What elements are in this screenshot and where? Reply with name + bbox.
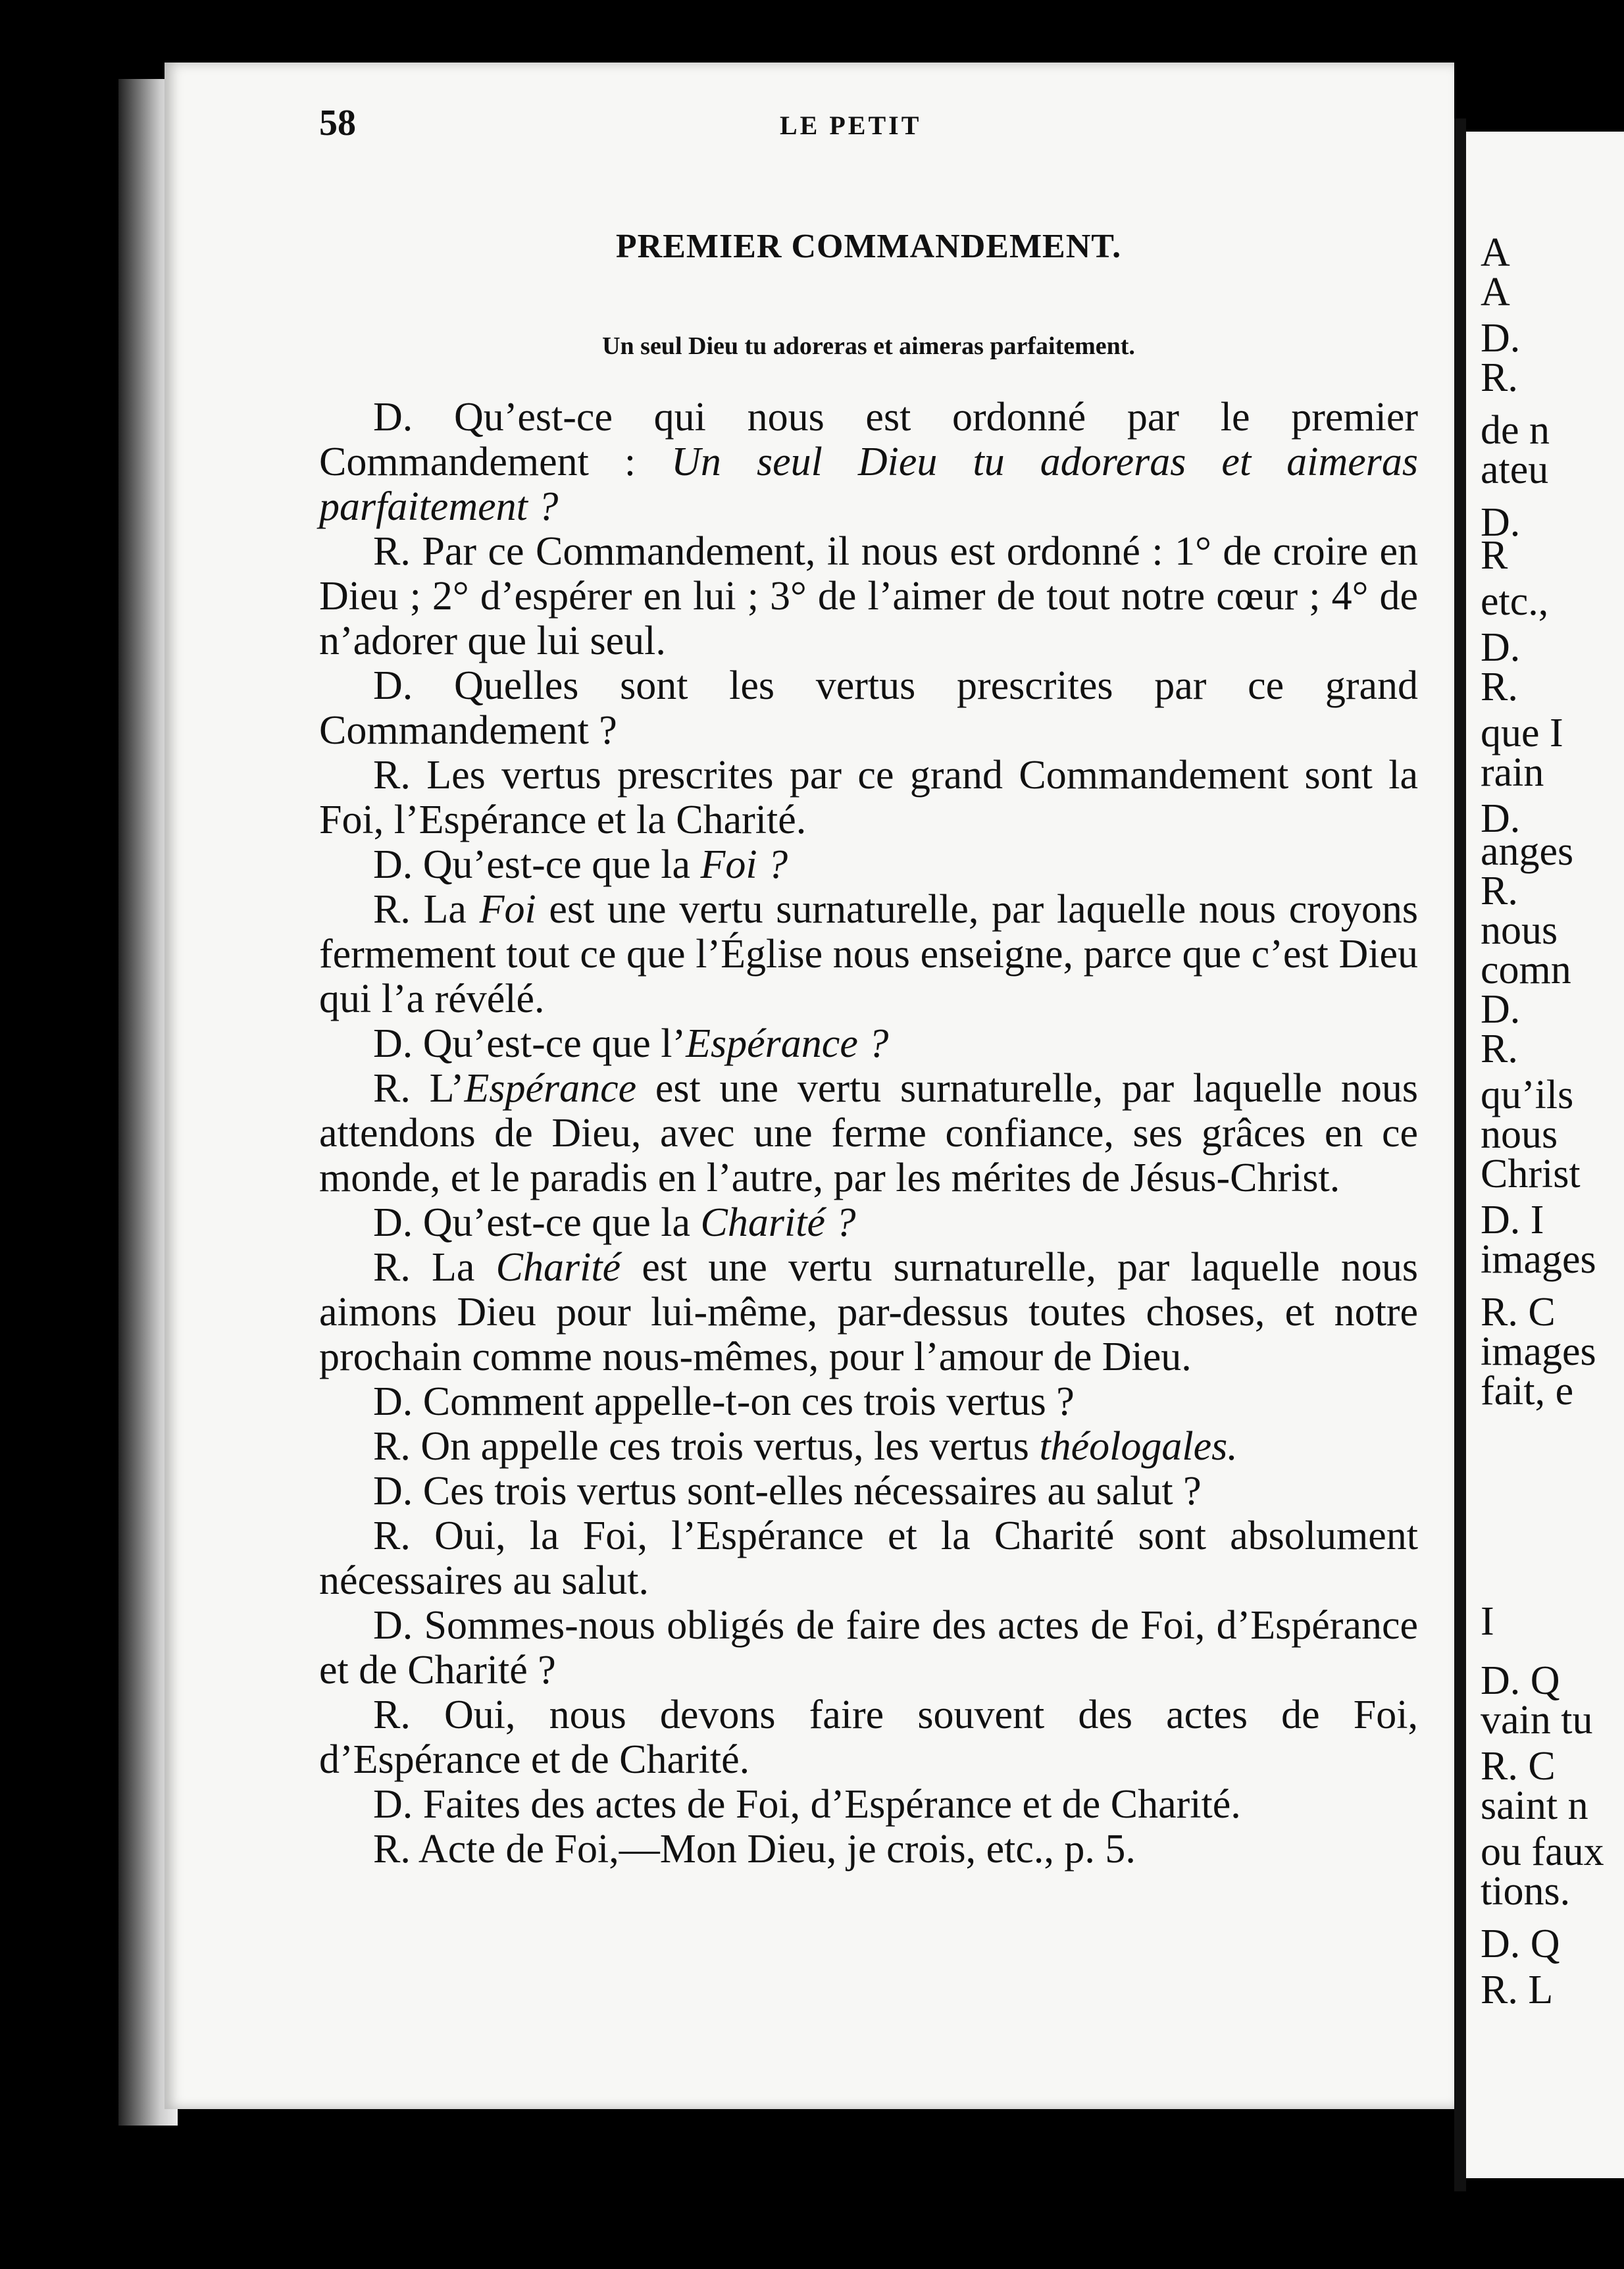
right-page-fragment-line: D. I: [1481, 1198, 1544, 1242]
question-1: D. Qu’est-ce qui nous est ordonné par le premier Commandement : Un seul Dieu tu adoreras et aimeras parfaitement ?: [319, 395, 1418, 529]
right-page-fragment-line: que I: [1481, 711, 1563, 755]
right-page-fragment-line: R: [1481, 533, 1508, 578]
right-page-fragment-line: qu’ils: [1481, 1073, 1574, 1117]
page-number: 58: [319, 103, 356, 143]
question-6: D. Comment appelle-t-on ces trois vertus ?: [373, 1379, 1075, 1424]
question-5: D. Qu’est-ce que la Charité ?: [373, 1200, 856, 1245]
right-page-fragment-line: D.: [1481, 625, 1521, 670]
right-page-fragment-line: D.: [1481, 987, 1521, 1032]
right-page-fragment-line: D.: [1481, 796, 1521, 841]
right-page-fragment-line: de n: [1481, 408, 1550, 453]
right-page-fragment: [1466, 132, 1624, 2178]
right-page-fragment-line: R. L: [1481, 1968, 1554, 2012]
right-page-fragment-line: images: [1481, 1237, 1596, 1282]
right-page-fragment-line: R. C: [1481, 1744, 1556, 1789]
right-page-fragment-line: rain: [1481, 750, 1544, 795]
question-4: D. Qu’est-ce que l’Espérance ?: [373, 1021, 889, 1066]
answer-4: R. L’Espérance est une vertu surnaturelle, par laquelle nous attendons de Dieu, avec une ferme confiance, ses grâces en ce monde, et le paradis en l’autre, par les mérites de Jésus-Christ.: [319, 1066, 1418, 1200]
chapter-subtitle: Un seul Dieu tu adoreras et aimeras parfaitement.: [602, 332, 1135, 360]
right-page-fragment-line: R.: [1481, 1027, 1518, 1071]
right-page-fragment-line: Christ: [1481, 1152, 1581, 1196]
right-page-fragment-line: ou faux: [1481, 1829, 1604, 1874]
right-page-fragment-line: D. Q: [1481, 1922, 1560, 1966]
right-page-fragment-line: D. Q: [1481, 1658, 1560, 1703]
right-page-fragment-line: D.: [1481, 500, 1521, 545]
question-7: D. Ces trois vertus sont-elles nécessaires au salut ?: [373, 1469, 1202, 1514]
right-page-fragment-line: nous: [1481, 908, 1558, 953]
running-head: [319, 102, 1418, 161]
answer-3: R. La Foi est une vertu surnaturelle, par laquelle nous croyons fermement tout ce que l’Église nous enseigne, parce que c’est Dieu qui l’a révélé.: [319, 887, 1418, 1021]
right-page-fragment-line: etc.,: [1481, 579, 1549, 624]
right-page-fragment-line: R.: [1481, 869, 1518, 913]
right-page-fragment-line: tions.: [1481, 1869, 1571, 1914]
right-page-fragment-line: ateu: [1481, 447, 1549, 492]
catechism-text: [319, 395, 1418, 1872]
left-page: [165, 63, 1454, 2109]
right-page-fragment-line: A: [1481, 230, 1510, 275]
right-page-fragment-line: comn: [1481, 948, 1571, 992]
answer-9: R. Acte de Foi,—Mon Dieu, je crois, etc., p. 5.: [373, 1827, 1136, 1872]
answer-5: R. La Charité est une vertu surnaturelle, par laquelle nous aimons Dieu pour lui-même, par-dessus toutes choses, et notre prochain comme nous-mêmes, pour l’amour de Dieu.: [319, 1245, 1418, 1379]
page-gutter: [1454, 118, 1466, 2191]
answer-6: R. On appelle ces trois vertus, les vertus théologales.: [373, 1424, 1238, 1469]
answer-7: R. Oui, la Foi, l’Espérance et la Charité sont absolument nécessaires au salut.: [319, 1514, 1418, 1603]
right-page-fragment-line: D.: [1481, 316, 1521, 361]
answer-1: R. Par ce Commandement, il nous est ordonné : 1° de croire en Dieu ; 2° d’espérer en lui ; 3° de l’aimer de tout notre cœur ; 4° de n’adorer que lui seul.: [319, 529, 1418, 663]
question-8: D. Sommes-nous obligés de faire des actes de Foi, d’Espérance et de Charité ?: [319, 1603, 1418, 1693]
question-2: D. Quelles sont les vertus prescrites par ce grand Commandement ?: [319, 663, 1418, 753]
right-page-fragment-line: fait, e: [1481, 1369, 1574, 1414]
right-page-fragment-line: vain tu: [1481, 1698, 1593, 1743]
right-page-fragment-line: R.: [1481, 355, 1518, 400]
right-page-fragment-line: A: [1481, 270, 1510, 315]
right-page-fragment-line: anges: [1481, 829, 1574, 874]
question-3: D. Qu’est-ce que la Foi ?: [373, 842, 788, 887]
right-page-fragment-line: I: [1481, 1599, 1494, 1644]
answer-8: R. Oui, nous devons faire souvent des actes de Foi, d’Espérance et de Charité.: [319, 1693, 1418, 1782]
right-page-fragment-line: R.: [1481, 665, 1518, 709]
chapter-title: PREMIER COMMANDEMENT.: [615, 228, 1122, 265]
page-content: [319, 102, 1418, 1872]
answer-2: R. Les vertus prescrites par ce grand Commandement sont la Foi, l’Espérance et la Charité.: [319, 753, 1418, 842]
right-page-fragment-line: images: [1481, 1329, 1596, 1374]
right-page-fragment-line: saint n: [1481, 1783, 1588, 1828]
running-head-title: LE PETIT: [780, 111, 922, 140]
right-page-fragment-line: nous: [1481, 1112, 1558, 1157]
question-9: D. Faites des actes de Foi, d’Espérance et de Charité.: [373, 1782, 1241, 1827]
right-page-fragment-line: R. C: [1481, 1290, 1556, 1335]
